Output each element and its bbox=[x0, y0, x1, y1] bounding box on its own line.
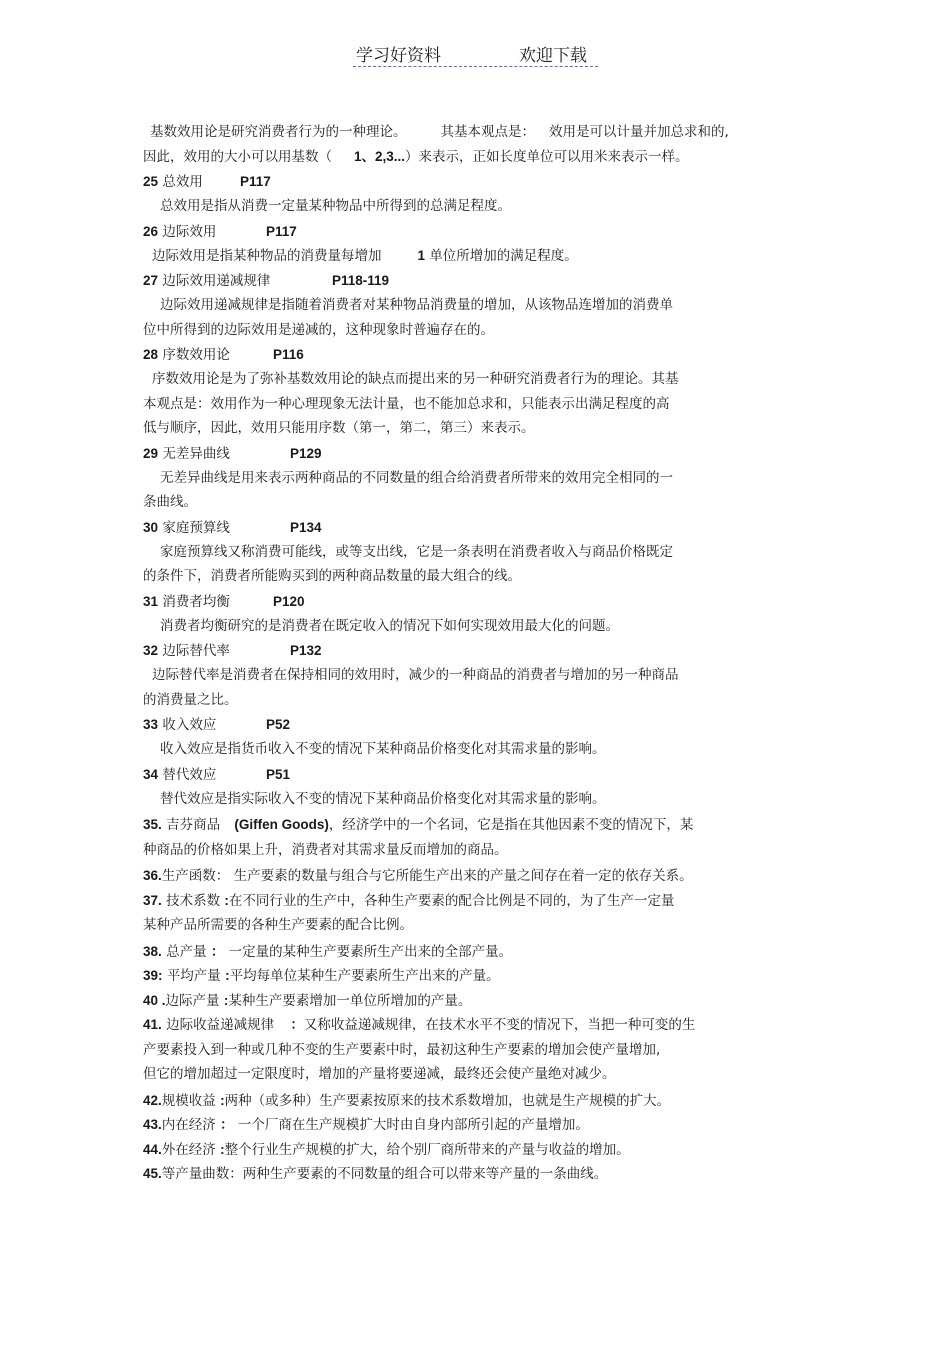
intro-text: 因此，效用的大小可以用基数（ bbox=[143, 148, 332, 165]
definition-39 bbox=[143, 964, 783, 989]
term-name: 边际效用 bbox=[162, 223, 217, 240]
definition-separator: ： bbox=[210, 943, 225, 959]
term-page-ref: P129 bbox=[290, 445, 322, 461]
term-definition: 无差异曲线是用来表示两种商品的不同数量的组合给消费者所带来的效用完全相同的一 bbox=[160, 469, 673, 486]
definition-term: 规模收益 bbox=[161, 1092, 216, 1109]
definition-term: 平均产量 bbox=[166, 968, 221, 984]
term-definition: 低与顺序，因此，效用只能用序数（第一，第二，第三）来表示。 bbox=[143, 420, 535, 436]
definition-text: 一定量的某种生产要素所生产出来的全部产量。 bbox=[228, 943, 513, 960]
definition-41-cont: 但它的增加超过一定限度时，增加的产量将要递减，最终还会使产量绝对减少。 bbox=[143, 1066, 616, 1082]
term-definition: 本观点是：效用作为一种心理现象无法计量，也不能加总求和，只能表示出满足程度的高 bbox=[143, 395, 670, 412]
definition-43 bbox=[143, 1113, 783, 1138]
term-page-ref: P51 bbox=[266, 766, 291, 782]
term-page-ref: P117 bbox=[266, 223, 297, 239]
definition-term: 吉芬商品 bbox=[166, 817, 221, 833]
definition-text: 又称收益递减规律，在技术水平不变的情况下，当把一种可变的生 bbox=[303, 1017, 696, 1033]
term-definition: 序数效用论是为了弥补基数效用论的缺点而提出来的另一种研究消费者行为的理论。其基 bbox=[152, 371, 679, 387]
term-number: 31 bbox=[143, 593, 159, 609]
term-definition-number: 1 bbox=[417, 247, 426, 263]
definition-term-english: (Giffen Goods) bbox=[234, 817, 329, 832]
definition-term: 技术系数 bbox=[166, 892, 221, 909]
term-name: 总效用 bbox=[162, 174, 203, 190]
term-definition: 边际替代率是消费者在保持相同的效用时，减少的一种商品的消费者与增加的另一种商品 bbox=[152, 667, 679, 683]
definition-number: 40 . bbox=[143, 992, 166, 1008]
term-definition: 消费者均衡研究的是消费者在既定收入的情况下如何实现效用最大化的问题。 bbox=[160, 617, 619, 634]
term-number: 26 bbox=[143, 223, 159, 239]
term-definition: 位中所得到的边际效用是递减的，这种现象时普遍存在的。 bbox=[143, 321, 494, 338]
definition-term: 外在经济 bbox=[161, 1141, 216, 1158]
definition-term: 总产量 bbox=[166, 943, 207, 960]
definition-40 bbox=[143, 989, 783, 1014]
definition-text: 整个行业生产规模的扩大，给个别厂商所带来的产量与收益的增加。 bbox=[224, 1141, 630, 1158]
term-heading bbox=[143, 441, 783, 466]
term-definition: 的消费量之比。 bbox=[143, 691, 238, 708]
term-name: 收入效应 bbox=[162, 717, 217, 733]
term-heading bbox=[143, 589, 783, 614]
term-name: 边际效用递减规律 bbox=[162, 273, 271, 289]
intro-text: 其基本观点是： bbox=[440, 124, 535, 140]
intro-text: 基数效用论是研究消费者行为的一种理论。 bbox=[150, 124, 407, 140]
term-number: 28 bbox=[143, 347, 159, 362]
definition-number: 42. bbox=[143, 1092, 162, 1108]
definition-41 bbox=[143, 1013, 783, 1038]
term-page-ref: P134 bbox=[290, 519, 322, 535]
term-number: 27 bbox=[143, 273, 159, 288]
term-name: 替代效应 bbox=[162, 766, 217, 783]
definition-separator: : bbox=[220, 1141, 225, 1157]
term-definition: 条曲线。 bbox=[143, 494, 197, 510]
term-name: 序数效用论 bbox=[162, 347, 230, 363]
term-name: 无差异曲线 bbox=[162, 445, 230, 462]
definition-number: 43. bbox=[143, 1117, 162, 1132]
term-name: 边际替代率 bbox=[162, 643, 230, 659]
term-definition: 家庭预算线又称消费可能线，或等支出线，它是一条表明在消费者收入与商品价格既定 bbox=[160, 543, 673, 560]
definition-text: 生产要素的数量与组合与它所能生产出来的产量之间存在着一定的依存关系。 bbox=[233, 868, 693, 884]
definition-number: 38. bbox=[143, 943, 162, 959]
term-number: 29 bbox=[143, 445, 159, 461]
definition-42 bbox=[143, 1089, 783, 1114]
definition-number: 35. bbox=[143, 817, 162, 832]
term-number: 32 bbox=[143, 643, 159, 658]
term-definition: 收入效应是指货币收入不变的情况下某种商品价格变化对其需求量的影响。 bbox=[160, 741, 606, 757]
definition-text: 一个厂商在生产规模扩大时由自身内部所引起的产量增加。 bbox=[237, 1117, 589, 1133]
definition-text: 两种（或多种）生产要素按原来的技术系数增加，也就是生产规模的扩大。 bbox=[224, 1092, 671, 1109]
definition-text: ，经济学中的一个名词，它是指在其他因素不变的情况下，某 bbox=[328, 817, 694, 833]
definition-term: 内在经济 bbox=[161, 1117, 216, 1133]
term-heading bbox=[143, 169, 783, 194]
term-heading bbox=[143, 712, 783, 737]
term-name: 消费者均衡 bbox=[162, 593, 230, 610]
term-definition-text: 单位所增加的满足程度。 bbox=[429, 247, 578, 264]
term-heading bbox=[143, 762, 783, 787]
term-definition: 的条件下，消费者所能购买到的两种商品数量的最大组合的线。 bbox=[143, 568, 521, 584]
header-right-text: 欢迎下载 bbox=[519, 46, 587, 66]
definition-number: 41. bbox=[143, 1017, 162, 1032]
definition-term: 边际收益递减规律 bbox=[166, 1017, 275, 1033]
term-name: 家庭预算线 bbox=[162, 519, 230, 536]
definition-number: 36. bbox=[143, 868, 162, 883]
definition-term: 边际产量 bbox=[165, 992, 220, 1009]
term-heading bbox=[143, 268, 783, 293]
definition-35-cont: 种商品的价格如果上升，消费者对其需求量反而增加的商品。 bbox=[143, 841, 508, 858]
definition-separator: : bbox=[225, 968, 230, 983]
term-definition-text: 边际效用是指某种物品的消费量每增加 bbox=[152, 247, 382, 264]
definition-36 bbox=[143, 864, 783, 889]
definition-number: 37. bbox=[143, 892, 162, 908]
definition-35 bbox=[143, 813, 783, 838]
intro-line-2 bbox=[143, 145, 783, 170]
definition-number: 39: bbox=[143, 968, 163, 983]
term-heading bbox=[143, 342, 783, 367]
definition-text: 两种生产要素的不同数量的组合可以带来等产量的一条曲线。 bbox=[242, 1166, 608, 1182]
definition-text: 在不同行业的生产中，各种生产要素的配合比例是不同的，为了生产一定量 bbox=[228, 892, 675, 909]
term-number: 25 bbox=[143, 174, 159, 189]
definition-45 bbox=[143, 1162, 783, 1187]
intro-text: ）来表示，正如长度单位可以用米来表示一样。 bbox=[405, 148, 689, 165]
header-left-text: 学习好资料 bbox=[356, 46, 441, 66]
term-number: 34 bbox=[143, 766, 159, 782]
definition-41-cont: 产要素投入到一种或几种不变的生产要素中时，最初这种生产要素的增加会使产量增加, bbox=[143, 1041, 661, 1058]
term-heading bbox=[143, 515, 783, 540]
term-definition bbox=[143, 244, 783, 269]
definition-38 bbox=[143, 940, 783, 965]
definition-44 bbox=[143, 1138, 783, 1163]
page-header bbox=[353, 40, 598, 67]
term-number: 30 bbox=[143, 519, 159, 535]
definition-text: 某种生产要素增加一单位所增加的产量。 bbox=[228, 992, 472, 1009]
term-definition: 边际效用递减规律是指随着消费者对某种物品消费量的增加，从该物品连增加的消费单 bbox=[160, 297, 673, 313]
term-number: 33 bbox=[143, 717, 159, 732]
intro-numbers: 1、2,3... bbox=[354, 148, 406, 164]
term-definition: 替代效应是指实际收入不变的情况下某种商品价格变化对其需求量的影响。 bbox=[160, 790, 606, 807]
term-page-ref: P118-119 bbox=[332, 273, 390, 288]
definition-separator: : bbox=[220, 1092, 225, 1108]
document-body bbox=[143, 120, 783, 1187]
definition-term: 等产量曲数： bbox=[161, 1166, 243, 1182]
definition-37 bbox=[143, 889, 783, 914]
definition-separator: ： bbox=[290, 1017, 304, 1032]
term-page-ref: P120 bbox=[273, 593, 305, 609]
term-heading bbox=[143, 638, 783, 663]
definition-number: 44. bbox=[143, 1141, 162, 1157]
definition-separator: : bbox=[224, 892, 229, 908]
definition-37-cont: 某种产品所需要的各种生产要素的配合比例。 bbox=[143, 917, 413, 933]
intro-text: 效用是可以计量并加总求和的, bbox=[549, 124, 729, 140]
definition-text: 平均每单位某种生产要素所生产出来的产量。 bbox=[229, 968, 500, 984]
term-page-ref: P117 bbox=[240, 174, 271, 189]
term-page-ref: P132 bbox=[290, 643, 322, 658]
definition-number: 45. bbox=[143, 1166, 162, 1181]
definition-separator: : bbox=[223, 992, 229, 1008]
term-heading bbox=[143, 219, 783, 244]
term-page-ref: P52 bbox=[266, 717, 291, 732]
definition-separator: ： bbox=[220, 1117, 234, 1132]
intro-line-1 bbox=[143, 120, 783, 145]
term-definition: 总效用是指从消费一定量某种物品中所得到的总满足程度。 bbox=[160, 198, 511, 214]
definition-term: 生产函数： bbox=[161, 868, 230, 884]
term-page-ref: P116 bbox=[273, 347, 304, 362]
